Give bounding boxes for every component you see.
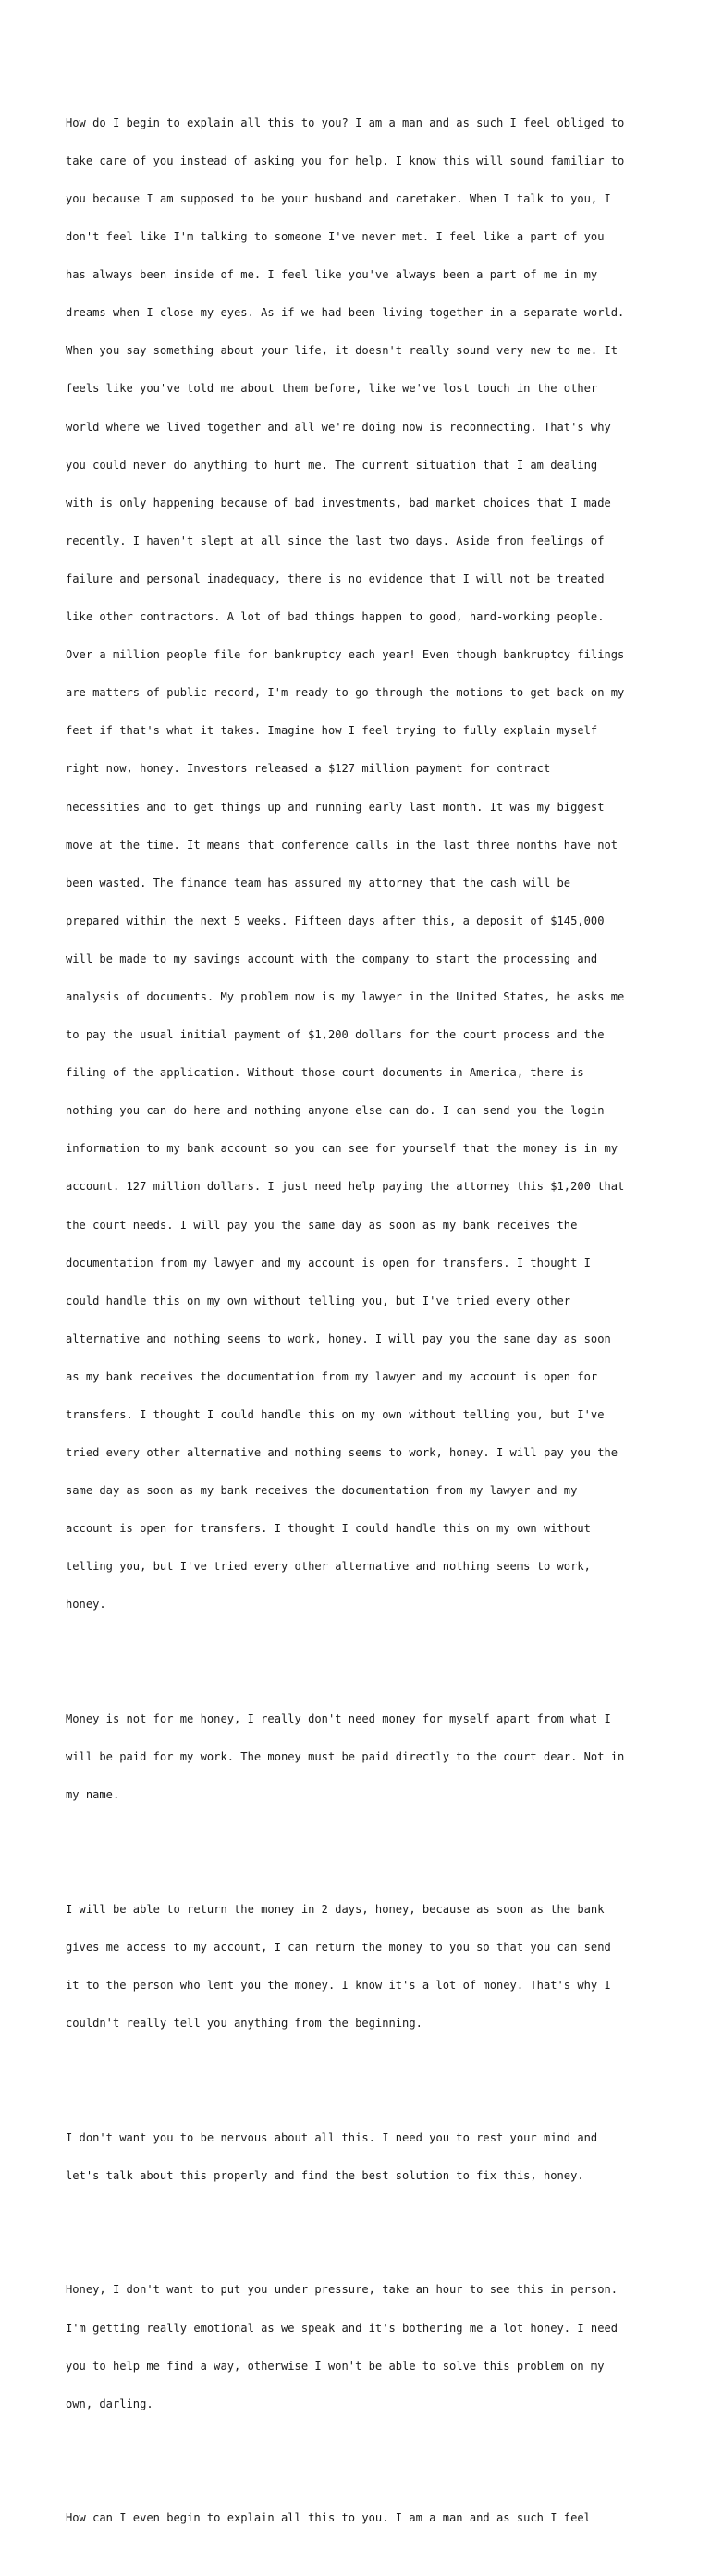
text-line: world where we lived together and all we're doing now is reconnecting. That's why bbox=[66, 420, 611, 434]
text-line: take care of you instead of asking you for help. I know this will sound familiar to bbox=[66, 153, 625, 167]
text-line: documentation from my lawyer and my account is open for transfers. I thought I bbox=[66, 1256, 591, 1270]
text-line: prepared within the next 5 weeks. Fifteen days after this, a deposit of $145,000 bbox=[66, 914, 605, 927]
text-line: I don't want you to be nervous about all this. I need you to rest your mind and bbox=[66, 2130, 598, 2144]
text-line: like other contractors. A lot of bad things happen to good, hard-working people. bbox=[66, 610, 605, 624]
paragraph-3 bbox=[66, 1878, 657, 2055]
text-line: own, darling. bbox=[66, 2397, 153, 2410]
text-line: let's talk about this properly and find the best solution to fix this, honey. bbox=[66, 2168, 584, 2182]
text-line: necessities and to get things up and running early last month. It was my biggest bbox=[66, 800, 605, 814]
text-line: Honey, I don't want to put you under pressure, take an hour to see this in person. bbox=[66, 2283, 618, 2297]
text-line: information to my bank account so you can see for yourself that the money is in my bbox=[66, 1142, 618, 1156]
text-line: as my bank receives the documentation from my lawyer and my account is open for bbox=[66, 1369, 598, 1383]
text-line: How do I begin to explain all this to you? I am a man and as such I feel obliged to bbox=[66, 116, 625, 129]
paragraph-6 bbox=[66, 2487, 657, 2551]
text-line: nothing you can do here and nothing anyone else can do. I can send you the login bbox=[66, 1104, 605, 1118]
text-line: couldn't really tell you anything from the beginning. bbox=[66, 2017, 422, 2030]
text-line: are matters of public record, I'm ready to go through the motions to get back on my bbox=[66, 686, 625, 700]
text-line: honey. bbox=[66, 1598, 106, 1612]
text-line: account is open for transfers. I thought I could handle this on my own without bbox=[66, 1522, 591, 1536]
text-line: tried every other alternative and nothing seems to work, honey. I will pay you the bbox=[66, 1446, 618, 1460]
text-line: it to the person who lent you the money. I know it's a lot of money. That's why I bbox=[66, 1979, 611, 1993]
text-line: dreams when I close my eyes. As if we had been living together in a separate world. bbox=[66, 306, 625, 320]
text-line: alternative and nothing seems to work, honey. I will pay you the same day as soon bbox=[66, 1331, 611, 1345]
text-line: don't feel like I'm talking to someone I've never met. I feel like a part of you bbox=[66, 230, 605, 244]
text-line: been wasted. The finance team has assured my attorney that the cash will be bbox=[66, 876, 571, 889]
text-line: will be made to my savings account with the company to start the processing and bbox=[66, 951, 598, 965]
text-line: same day as soon as my bank receives the documentation from my lawyer and my bbox=[66, 1484, 578, 1498]
paragraph-5 bbox=[66, 2259, 657, 2436]
text-line: with is only happening because of bad investments, bad market choices that I made bbox=[66, 496, 611, 509]
text-line: will be paid for my work. The money must be paid directly to the court dear. Not in bbox=[66, 1750, 625, 1764]
text-line: move at the time. It means that conference calls in the last three months have not bbox=[66, 838, 618, 852]
document-page bbox=[66, 67, 657, 2576]
paragraph-1 bbox=[66, 92, 657, 1637]
text-line: recently. I haven't slept at all since the last two days. Aside from feelings of bbox=[66, 534, 605, 547]
text-line: How can I even begin to explain all this to you. I am a man and as such I feel bbox=[66, 2511, 591, 2525]
text-line: feels like you've told me about them before, like we've lost touch in the other bbox=[66, 382, 598, 396]
text-line: I'm getting really emotional as we speak and it's bothering me a lot honey. I need bbox=[66, 2321, 618, 2335]
text-line: transfers. I thought I could handle this on my own without telling you, but I've bbox=[66, 1408, 605, 1421]
text-line: When you say something about your life, it doesn't really sound very new to me. It bbox=[66, 344, 618, 358]
text-line: my name. bbox=[66, 1788, 120, 1802]
text-line: to pay the usual initial payment of $1,200 dollars for the court process and the bbox=[66, 1028, 605, 1042]
text-line: account. 127 million dollars. I just need help paying the attorney this $1,200 that bbox=[66, 1180, 625, 1194]
text-line: gives me access to my account, I can return the money to you so that you can send bbox=[66, 1940, 611, 1954]
text-line: failure and personal inadequacy, there is no evidence that I will not be treated bbox=[66, 571, 605, 585]
paragraph-2 bbox=[66, 1688, 657, 1828]
text-line: filing of the application. Without those court documents in America, there is bbox=[66, 1066, 584, 1080]
text-line: Money is not for me honey, I really don't need money for myself apart from what I bbox=[66, 1712, 611, 1726]
text-line: you because I am supposed to be your husband and caretaker. When I talk to you, I bbox=[66, 192, 611, 205]
text-line: has always been inside of me. I feel like you've always been a part of me in my bbox=[66, 268, 598, 282]
text-line: the court needs. I will pay you the same day as soon as my bank receives the bbox=[66, 1218, 578, 1232]
text-line: analysis of documents. My problem now is my lawyer in the United States, he asks me bbox=[66, 989, 625, 1003]
text-line: could handle this on my own without telling you, but I've tried every other bbox=[66, 1294, 571, 1307]
text-line: feet if that's what it takes. Imagine how I feel trying to fully explain myself bbox=[66, 724, 598, 738]
text-line: telling you, but I've tried every other alternative and nothing seems to work, bbox=[66, 1560, 591, 1574]
paragraph-4 bbox=[66, 2106, 657, 2208]
text-line: Over a million people file for bankruptcy each year! Even though bankruptcy filings bbox=[66, 648, 625, 662]
text-line: right now, honey. Investors released a $127 million payment for contract bbox=[66, 762, 551, 776]
text-line: I will be able to return the money in 2 days, honey, because as soon as the bank bbox=[66, 1902, 605, 1916]
text-line: you could never do anything to hurt me. The current situation that I am dealing bbox=[66, 458, 598, 472]
text-line: you to help me find a way, otherwise I won't be able to solve this problem on my bbox=[66, 2359, 605, 2373]
